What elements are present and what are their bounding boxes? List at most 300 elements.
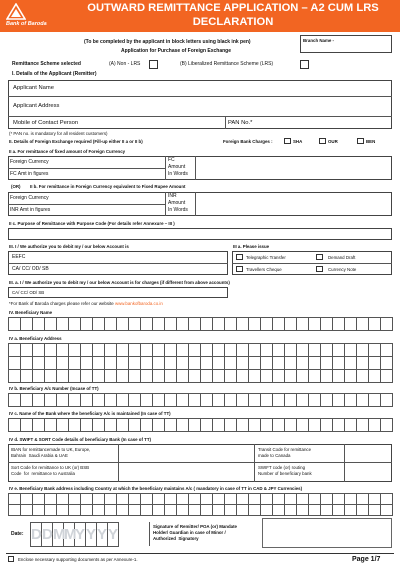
character-box[interactable] <box>141 394 153 407</box>
beneficiary-account-grid[interactable] <box>8 393 393 407</box>
character-box[interactable] <box>117 370 129 383</box>
character-box[interactable] <box>225 344 237 357</box>
character-box[interactable] <box>165 357 177 370</box>
character-box[interactable] <box>237 318 249 331</box>
character-box[interactable] <box>9 419 21 432</box>
date-digit-box[interactable]: Y <box>97 523 108 547</box>
character-box[interactable] <box>189 494 201 505</box>
row-divider <box>8 96 392 97</box>
date-digit-box[interactable]: D <box>31 523 42 547</box>
character-box[interactable] <box>165 494 177 505</box>
character-box[interactable] <box>381 318 393 331</box>
character-box[interactable] <box>21 419 33 432</box>
character-box[interactable] <box>249 419 261 432</box>
charges-account-label: CA/ CC/ OD/ SB <box>12 290 45 295</box>
character-box[interactable] <box>273 344 285 357</box>
character-box[interactable] <box>129 357 141 370</box>
character-box[interactable] <box>213 370 225 383</box>
character-box[interactable] <box>45 370 57 383</box>
character-box[interactable] <box>153 318 165 331</box>
character-box[interactable] <box>21 394 33 407</box>
character-box[interactable] <box>69 505 81 516</box>
character-box[interactable] <box>237 505 249 516</box>
character-box[interactable] <box>69 357 81 370</box>
character-box[interactable] <box>93 357 105 370</box>
character-box[interactable] <box>117 419 129 432</box>
character-box[interactable] <box>213 494 225 505</box>
row-divider <box>232 263 392 264</box>
character-box[interactable] <box>345 394 357 407</box>
character-box[interactable] <box>57 344 69 357</box>
grid-row <box>9 344 393 357</box>
beneficiary-bank-address-grid[interactable] <box>8 493 393 516</box>
character-box[interactable] <box>9 494 21 505</box>
character-box[interactable] <box>57 357 69 370</box>
ca-cc-label: CA/ CC/ OD/ SB <box>12 266 49 272</box>
character-box[interactable] <box>153 419 165 432</box>
character-box[interactable] <box>45 344 57 357</box>
character-box[interactable] <box>321 419 333 432</box>
character-box[interactable] <box>285 419 297 432</box>
character-box[interactable] <box>201 394 213 407</box>
character-box[interactable] <box>69 494 81 505</box>
character-box[interactable] <box>189 357 201 370</box>
character-box[interactable] <box>357 419 369 432</box>
character-box[interactable] <box>177 419 189 432</box>
demand-draft-checkbox[interactable] <box>316 254 323 260</box>
character-box[interactable] <box>321 394 333 407</box>
date-digit-box[interactable]: Y <box>86 523 97 547</box>
character-box[interactable] <box>81 370 93 383</box>
character-box[interactable] <box>369 394 381 407</box>
character-box[interactable] <box>21 344 33 357</box>
character-box[interactable] <box>9 318 21 331</box>
character-box[interactable] <box>105 505 117 516</box>
character-box[interactable] <box>93 370 105 383</box>
character-box[interactable] <box>165 394 177 407</box>
character-box[interactable] <box>357 318 369 331</box>
character-box[interactable] <box>237 344 249 357</box>
character-box[interactable] <box>69 394 81 407</box>
character-box[interactable] <box>285 505 297 516</box>
ben-checkbox[interactable] <box>357 138 364 144</box>
character-box[interactable] <box>357 370 369 383</box>
character-box[interactable] <box>273 370 285 383</box>
character-box[interactable] <box>249 357 261 370</box>
character-box[interactable] <box>201 357 213 370</box>
character-box[interactable] <box>189 419 201 432</box>
character-box[interactable] <box>201 344 213 357</box>
telegraphic-transfer-label: Telegraphic Transfer <box>246 255 286 260</box>
date-digit-box[interactable]: Y <box>75 523 86 547</box>
character-box[interactable] <box>201 318 213 331</box>
character-box[interactable] <box>129 370 141 383</box>
character-box[interactable] <box>33 370 45 383</box>
character-box[interactable] <box>261 394 273 407</box>
character-box[interactable] <box>213 344 225 357</box>
character-box[interactable] <box>381 370 393 383</box>
character-box[interactable] <box>21 370 33 383</box>
character-box[interactable] <box>345 419 357 432</box>
character-box[interactable] <box>177 370 189 383</box>
section-2a-heading: II a. For remittance of fixed amount of Foreign Currency <box>9 149 126 154</box>
beneficiary-bank-grid[interactable] <box>8 418 393 432</box>
character-box[interactable] <box>45 357 57 370</box>
date-digit-box[interactable]: D <box>42 523 53 547</box>
telegraphic-transfer-checkbox[interactable] <box>236 254 243 260</box>
character-box[interactable] <box>273 357 285 370</box>
character-box[interactable] <box>117 494 129 505</box>
character-box[interactable] <box>141 505 153 516</box>
character-box[interactable] <box>357 344 369 357</box>
character-box[interactable] <box>345 318 357 331</box>
character-box[interactable] <box>249 370 261 383</box>
character-box[interactable] <box>93 318 105 331</box>
character-box[interactable] <box>201 494 213 505</box>
character-box[interactable] <box>57 318 69 331</box>
character-box[interactable] <box>225 419 237 432</box>
character-box[interactable] <box>105 370 117 383</box>
character-box[interactable] <box>285 494 297 505</box>
character-box[interactable] <box>165 318 177 331</box>
character-box[interactable] <box>69 318 81 331</box>
character-box[interactable] <box>93 344 105 357</box>
character-box[interactable] <box>201 419 213 432</box>
character-box[interactable] <box>249 344 261 357</box>
character-box[interactable] <box>21 505 33 516</box>
character-box[interactable] <box>321 494 333 505</box>
character-box[interactable] <box>33 394 45 407</box>
character-box[interactable] <box>165 505 177 516</box>
character-box[interactable] <box>153 494 165 505</box>
character-box[interactable] <box>285 318 297 331</box>
character-box[interactable] <box>213 419 225 432</box>
character-box[interactable] <box>213 357 225 370</box>
character-box[interactable] <box>381 419 393 432</box>
character-box[interactable] <box>165 344 177 357</box>
character-box[interactable] <box>117 357 129 370</box>
character-box[interactable] <box>9 394 21 407</box>
character-box[interactable] <box>153 370 165 383</box>
character-box[interactable] <box>249 318 261 331</box>
character-box[interactable] <box>33 419 45 432</box>
character-box[interactable] <box>333 318 345 331</box>
purpose-box[interactable] <box>8 228 392 240</box>
character-box[interactable] <box>261 370 273 383</box>
character-box[interactable] <box>381 357 393 370</box>
character-box[interactable] <box>237 419 249 432</box>
character-box[interactable] <box>333 394 345 407</box>
our-checkbox[interactable] <box>319 138 326 144</box>
character-box[interactable] <box>297 494 309 505</box>
character-box[interactable] <box>177 344 189 357</box>
character-box[interactable] <box>321 357 333 370</box>
character-box[interactable] <box>81 318 93 331</box>
character-box[interactable] <box>153 344 165 357</box>
character-box[interactable] <box>189 505 201 516</box>
character-box[interactable] <box>69 370 81 383</box>
character-box[interactable] <box>297 419 309 432</box>
character-box[interactable] <box>105 357 117 370</box>
character-box[interactable] <box>9 357 21 370</box>
character-box[interactable] <box>249 505 261 516</box>
character-box[interactable] <box>333 505 345 516</box>
character-box[interactable] <box>81 357 93 370</box>
character-box[interactable] <box>69 344 81 357</box>
character-box[interactable] <box>297 357 309 370</box>
character-box[interactable] <box>273 394 285 407</box>
character-box[interactable] <box>33 505 45 516</box>
character-box[interactable] <box>45 494 57 505</box>
beneficiary-address-grid[interactable] <box>8 343 393 383</box>
character-box[interactable] <box>33 357 45 370</box>
character-box[interactable] <box>285 344 297 357</box>
character-box[interactable] <box>213 394 225 407</box>
character-box[interactable] <box>297 505 309 516</box>
character-box[interactable] <box>201 505 213 516</box>
character-box[interactable] <box>333 370 345 383</box>
enclose-documents-checkbox[interactable] <box>8 556 14 562</box>
character-box[interactable] <box>129 419 141 432</box>
character-box[interactable] <box>369 505 381 516</box>
character-box[interactable] <box>333 344 345 357</box>
character-box[interactable] <box>285 370 297 383</box>
character-box[interactable] <box>33 494 45 505</box>
or-label: (OR) <box>11 184 21 189</box>
character-box[interactable] <box>177 357 189 370</box>
character-box[interactable] <box>261 505 273 516</box>
character-box[interactable] <box>357 494 369 505</box>
character-box[interactable] <box>153 394 165 407</box>
character-box[interactable] <box>357 394 369 407</box>
character-box[interactable] <box>93 505 105 516</box>
character-box[interactable] <box>249 394 261 407</box>
character-box[interactable] <box>309 357 321 370</box>
character-box[interactable] <box>309 494 321 505</box>
character-box[interactable] <box>69 419 81 432</box>
character-box[interactable] <box>237 357 249 370</box>
character-box[interactable] <box>201 370 213 383</box>
character-box[interactable] <box>45 394 57 407</box>
character-box[interactable] <box>21 357 33 370</box>
bank-website-link[interactable]: www.bankofbaroda.co.in <box>114 301 163 306</box>
character-box[interactable] <box>117 318 129 331</box>
character-box[interactable] <box>381 494 393 505</box>
character-box[interactable] <box>225 370 237 383</box>
character-box[interactable] <box>57 505 69 516</box>
character-box[interactable] <box>357 505 369 516</box>
character-box[interactable] <box>177 318 189 331</box>
character-box[interactable] <box>381 394 393 407</box>
character-box[interactable] <box>369 494 381 505</box>
character-box[interactable] <box>141 419 153 432</box>
character-box[interactable] <box>33 318 45 331</box>
currency-note-checkbox[interactable] <box>316 266 323 272</box>
character-box[interactable] <box>261 494 273 505</box>
character-box[interactable] <box>177 394 189 407</box>
section-2c-heading: II c. Purpose of Remittance with Purpose Code (For details refer Annexure – III ) <box>9 221 175 226</box>
date-digit-box[interactable]: M <box>53 523 64 547</box>
bank-logo <box>4 3 70 29</box>
character-box[interactable] <box>225 494 237 505</box>
scheme-option-b-checkbox[interactable] <box>300 60 309 69</box>
character-box[interactable] <box>345 357 357 370</box>
character-box[interactable] <box>45 419 57 432</box>
character-box[interactable] <box>189 318 201 331</box>
character-box[interactable] <box>165 419 177 432</box>
character-box[interactable] <box>33 344 45 357</box>
character-box[interactable] <box>57 394 69 407</box>
character-box[interactable] <box>9 370 21 383</box>
character-box[interactable] <box>369 370 381 383</box>
character-box[interactable] <box>9 344 21 357</box>
character-box[interactable] <box>261 357 273 370</box>
character-box[interactable] <box>213 505 225 516</box>
grid-row <box>9 370 393 383</box>
character-box[interactable] <box>321 318 333 331</box>
character-box[interactable] <box>117 394 129 407</box>
character-box[interactable] <box>141 370 153 383</box>
character-box[interactable] <box>273 494 285 505</box>
date-digit-box[interactable]: M <box>64 523 75 547</box>
character-box[interactable] <box>321 344 333 357</box>
character-box[interactable] <box>369 357 381 370</box>
character-box[interactable] <box>129 318 141 331</box>
swift-code-label: SWIFT code (or) routing Number of beneficiary bank <box>258 465 312 476</box>
character-box[interactable] <box>81 344 93 357</box>
character-box[interactable] <box>129 344 141 357</box>
character-box[interactable] <box>141 344 153 357</box>
character-box[interactable] <box>105 344 117 357</box>
character-box[interactable] <box>285 357 297 370</box>
character-box[interactable] <box>381 505 393 516</box>
character-box[interactable] <box>165 370 177 383</box>
character-box[interactable] <box>105 394 117 407</box>
character-box[interactable] <box>249 494 261 505</box>
character-box[interactable] <box>189 344 201 357</box>
character-box[interactable] <box>129 494 141 505</box>
character-box[interactable] <box>309 394 321 407</box>
character-box[interactable] <box>105 419 117 432</box>
character-box[interactable] <box>273 318 285 331</box>
section-3-heading: III. I / We authorize you to debit my / our below Account is <box>9 244 129 249</box>
character-box[interactable] <box>285 394 297 407</box>
character-box[interactable] <box>225 394 237 407</box>
character-box[interactable] <box>105 318 117 331</box>
character-box[interactable] <box>381 344 393 357</box>
character-box[interactable] <box>81 494 93 505</box>
character-box[interactable] <box>369 344 381 357</box>
form-subtitle: Application for Purchase of Foreign Exchange <box>121 48 232 54</box>
character-box[interactable] <box>297 370 309 383</box>
character-box[interactable] <box>369 318 381 331</box>
character-box[interactable] <box>225 318 237 331</box>
character-box[interactable] <box>129 505 141 516</box>
character-box[interactable] <box>177 505 189 516</box>
date-digit-box[interactable]: Y <box>108 523 119 547</box>
character-box[interactable] <box>213 318 225 331</box>
travellers-cheque-label: Travellers Cheque <box>246 267 282 272</box>
character-box[interactable] <box>273 505 285 516</box>
travellers-cheque-checkbox[interactable] <box>236 266 243 272</box>
character-box[interactable] <box>57 419 69 432</box>
character-box[interactable] <box>297 318 309 331</box>
character-box[interactable] <box>345 505 357 516</box>
character-box[interactable] <box>45 318 57 331</box>
character-box[interactable] <box>333 357 345 370</box>
character-box[interactable] <box>357 357 369 370</box>
character-box[interactable] <box>105 494 117 505</box>
character-box[interactable] <box>321 505 333 516</box>
character-box[interactable] <box>21 494 33 505</box>
character-box[interactable] <box>321 370 333 383</box>
character-box[interactable] <box>141 357 153 370</box>
character-box[interactable] <box>345 344 357 357</box>
bank-logo-icon <box>6 3 26 21</box>
character-box[interactable] <box>333 494 345 505</box>
character-box[interactable] <box>57 494 69 505</box>
character-box[interactable] <box>93 394 105 407</box>
character-box[interactable] <box>177 494 189 505</box>
character-box[interactable] <box>189 370 201 383</box>
character-box[interactable] <box>237 394 249 407</box>
character-box[interactable] <box>273 419 285 432</box>
character-box[interactable] <box>309 505 321 516</box>
character-box[interactable] <box>225 505 237 516</box>
character-box[interactable] <box>93 494 105 505</box>
character-box[interactable] <box>141 494 153 505</box>
date-field[interactable] <box>30 522 119 547</box>
character-box[interactable] <box>297 394 309 407</box>
character-box[interactable] <box>309 318 321 331</box>
section-1-heading: I. Details of the Applicant (Remitter) <box>12 71 97 77</box>
character-box[interactable] <box>261 344 273 357</box>
character-box[interactable] <box>237 370 249 383</box>
character-box[interactable] <box>9 505 21 516</box>
character-box[interactable] <box>225 357 237 370</box>
character-box[interactable] <box>129 394 141 407</box>
character-box[interactable] <box>369 419 381 432</box>
signature-box[interactable] <box>262 518 392 548</box>
beneficiary-name-grid[interactable] <box>8 317 393 331</box>
character-box[interactable] <box>81 505 93 516</box>
scheme-option-a-checkbox[interactable] <box>149 60 158 69</box>
character-box[interactable] <box>309 344 321 357</box>
character-box[interactable] <box>297 344 309 357</box>
character-box[interactable] <box>153 505 165 516</box>
character-box[interactable] <box>141 318 153 331</box>
character-box[interactable] <box>237 494 249 505</box>
character-box[interactable] <box>261 318 273 331</box>
character-box[interactable] <box>117 505 129 516</box>
character-box[interactable] <box>333 419 345 432</box>
character-box[interactable] <box>189 394 201 407</box>
character-box[interactable] <box>81 394 93 407</box>
character-box[interactable] <box>21 318 33 331</box>
character-box[interactable] <box>261 419 273 432</box>
character-box[interactable] <box>309 370 321 383</box>
character-box[interactable] <box>45 505 57 516</box>
sha-checkbox[interactable] <box>284 138 291 144</box>
character-box[interactable] <box>117 344 129 357</box>
character-box[interactable] <box>57 370 69 383</box>
character-box[interactable] <box>81 419 93 432</box>
character-box[interactable] <box>93 419 105 432</box>
character-box[interactable] <box>309 419 321 432</box>
character-box[interactable] <box>345 494 357 505</box>
character-box[interactable] <box>153 357 165 370</box>
character-box[interactable] <box>345 370 357 383</box>
